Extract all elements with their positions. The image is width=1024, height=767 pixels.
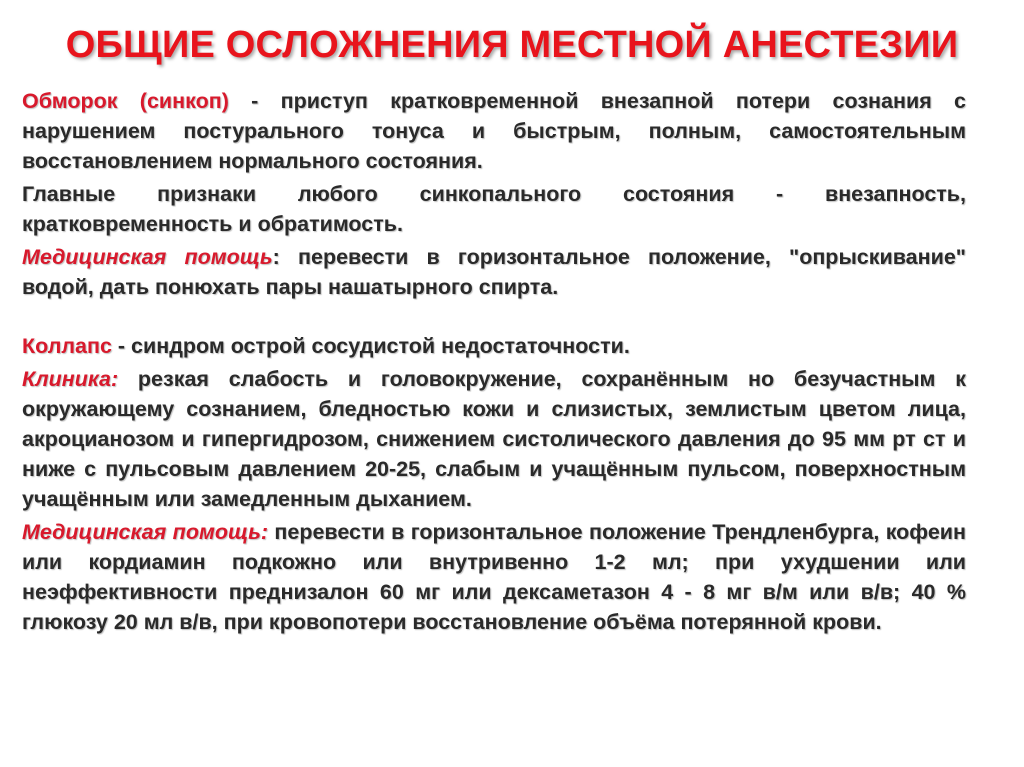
syncope-help-paragraph <box>22 242 966 302</box>
slide-title: ОБЩИЕ ОСЛОЖНЕНИЯ МЕСТНОЙ АНЕСТЕЗИИ <box>65 24 959 66</box>
collapse-clinic-text: резкая слабость и головокружение, сохранённым но безучастным к окружающему сознанием, бледностью кожи и слизистых, землистым цветом лица, акроцианозом и гипергидрозом, снижением систолического давления до 95 мм рт ст и ниже с пульсовым давлением 20-25, слабым и учащённым пульсом, поверхностным учащённым или замедленным дыханием. <box>22 367 966 511</box>
syncope-term: Обморок (синкоп) <box>22 89 229 113</box>
syncope-definition-paragraph <box>22 86 966 176</box>
collapse-definition-paragraph <box>22 331 966 361</box>
collapse-help-label: Медицинская помощь: <box>22 520 269 544</box>
syncope-signs: Главные признаки любого синкопального состояния - внезапность, кратковременность и обратимость. <box>22 182 966 236</box>
syncope-definition: - приступ кратковременной внезапной потери сознания с нарушением постурального тонуса и быстрым, полным, самостоятельным восстановлением нормального состояния. <box>22 89 966 173</box>
collapse-clinic-paragraph <box>22 364 966 514</box>
collapse-help-paragraph <box>22 517 966 637</box>
collapse-clinic-label: Клиника: <box>22 367 119 391</box>
collapse-help-text: перевести в горизонтальное положение Трендленбурга, кофеин или кордиамин подкожно или внутривенно 1-2 мл; при ухудшении или неэффективности преднизалон 60 мг или дексаметазон 4 - 8 мг в/м или в/в; 40 % глюкозу 20 мл в/в, при кровопотери восстановление объёма потерянной крови. <box>22 520 966 634</box>
collapse-term: Коллапс <box>22 334 112 358</box>
syncope-help-text: : перевести в горизонтальное положение, "опрыскивание" водой, дать понюхать пары нашатырного спирта. <box>22 245 966 299</box>
syncope-help-label: Медицинская помощь <box>22 245 273 269</box>
collapse-definition: - синдром острой сосудистой недостаточности. <box>111 334 630 358</box>
syncope-signs-paragraph <box>22 179 966 239</box>
slide-content <box>22 86 966 640</box>
